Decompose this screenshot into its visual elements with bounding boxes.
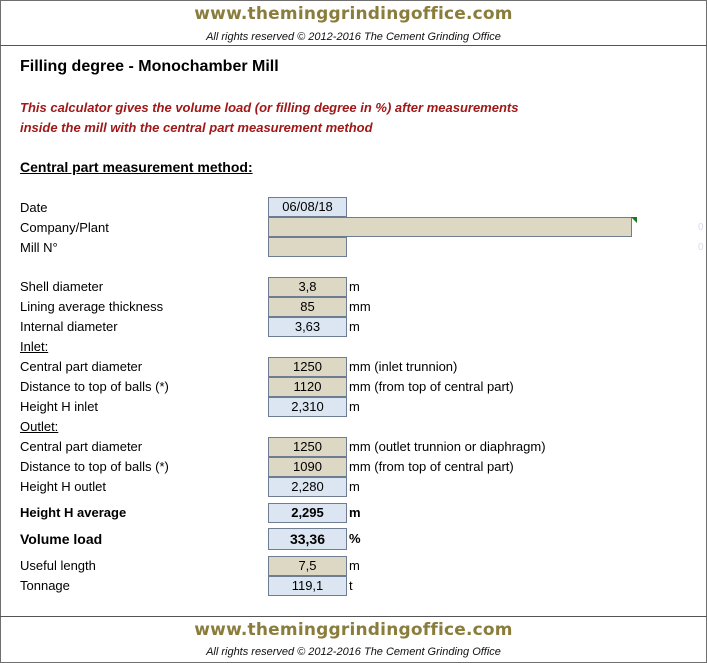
mill-cell[interactable]: [268, 237, 347, 257]
shell-diameter-cell[interactable]: 3,8: [268, 277, 347, 297]
footer-copyright: All rights reserved © 2012-2016 The Cement Grinding Office: [206, 646, 501, 658]
footer-divider: [0, 616, 707, 617]
outlet-central-label: Central part diameter: [20, 439, 143, 454]
internal-diameter-unit: m: [349, 319, 360, 334]
inlet-height-unit: m: [349, 399, 360, 414]
ghost-mark: 0: [698, 242, 704, 253]
comment-indicator-icon[interactable]: [631, 217, 637, 223]
useful-length-label: Useful length: [20, 558, 96, 573]
height-average-label: Height H average: [20, 505, 127, 520]
shell-diameter-label: Shell diameter: [20, 279, 104, 294]
date-cell[interactable]: 06/08/18: [268, 197, 347, 217]
page-title: Filling degree - Monochamber Mill: [20, 58, 279, 75]
date-label: Date: [20, 200, 48, 215]
volume-load-unit: %: [349, 531, 361, 546]
intro-line-1: This calculator gives the volume load (or filling degree in %) after measurements: [20, 100, 519, 115]
outlet-distance-unit: mm (from top of central part): [349, 459, 514, 474]
inlet-central-cell[interactable]: 1250: [268, 357, 347, 377]
tonnage-label: Tonnage: [20, 578, 70, 593]
section-title: Central part measurement method:: [20, 159, 253, 175]
useful-length-unit: m: [349, 558, 360, 573]
shell-diameter-unit: m: [349, 279, 360, 294]
outlet-height-unit: m: [349, 479, 360, 494]
useful-length-cell[interactable]: 7,5: [268, 556, 347, 576]
volume-load-cell[interactable]: 33,36: [268, 528, 347, 550]
tonnage-unit: t: [349, 578, 353, 593]
height-average-unit: m: [349, 505, 361, 520]
inlet-central-label: Central part diameter: [20, 359, 143, 374]
inlet-distance-label: Distance to top of balls (*): [20, 379, 169, 394]
inlet-distance-unit: mm (from top of central part): [349, 379, 514, 394]
outlet-central-unit: mm (outlet trunnion or diaphragm): [349, 439, 546, 454]
footer-website[interactable]: www.theminggrindingoffice.com: [194, 620, 513, 640]
inlet-height-label: Height H inlet: [20, 399, 99, 414]
outlet-central-cell[interactable]: 1250: [268, 437, 347, 457]
mill-label: Mill N°: [20, 240, 58, 255]
outlet-distance-cell[interactable]: 1090: [268, 457, 347, 477]
header-website[interactable]: www.theminggrindingoffice.com: [194, 4, 513, 24]
inlet-central-unit: mm (inlet trunnion): [349, 359, 458, 374]
outlet-height-cell[interactable]: 2,280: [268, 477, 347, 497]
company-label: Company/Plant: [20, 220, 109, 235]
outlet-height-label: Height H outlet: [20, 479, 106, 494]
header-copyright: All rights reserved © 2012-2016 The Cement Grinding Office: [206, 31, 501, 43]
lining-cell[interactable]: 85: [268, 297, 347, 317]
intro-line-2: inside the mill with the central part measurement method: [20, 120, 373, 135]
height-average-cell[interactable]: 2,295: [268, 503, 347, 523]
outlet-distance-label: Distance to top of balls (*): [20, 459, 169, 474]
inlet-heading: Inlet:: [20, 339, 49, 354]
internal-diameter-label: Internal diameter: [20, 319, 118, 334]
lining-unit: mm: [349, 299, 371, 314]
volume-load-label: Volume load: [20, 531, 103, 547]
inlet-distance-cell[interactable]: 1120: [268, 377, 347, 397]
tonnage-cell[interactable]: 119,1: [268, 576, 347, 596]
internal-diameter-cell[interactable]: 3,63: [268, 317, 347, 337]
outlet-heading: Outlet:: [20, 419, 59, 434]
company-cell[interactable]: [268, 217, 632, 237]
header-divider: [0, 45, 707, 46]
lining-label: Lining average thickness: [20, 299, 164, 314]
inlet-height-cell[interactable]: 2,310: [268, 397, 347, 417]
ghost-mark: 0: [698, 222, 704, 233]
